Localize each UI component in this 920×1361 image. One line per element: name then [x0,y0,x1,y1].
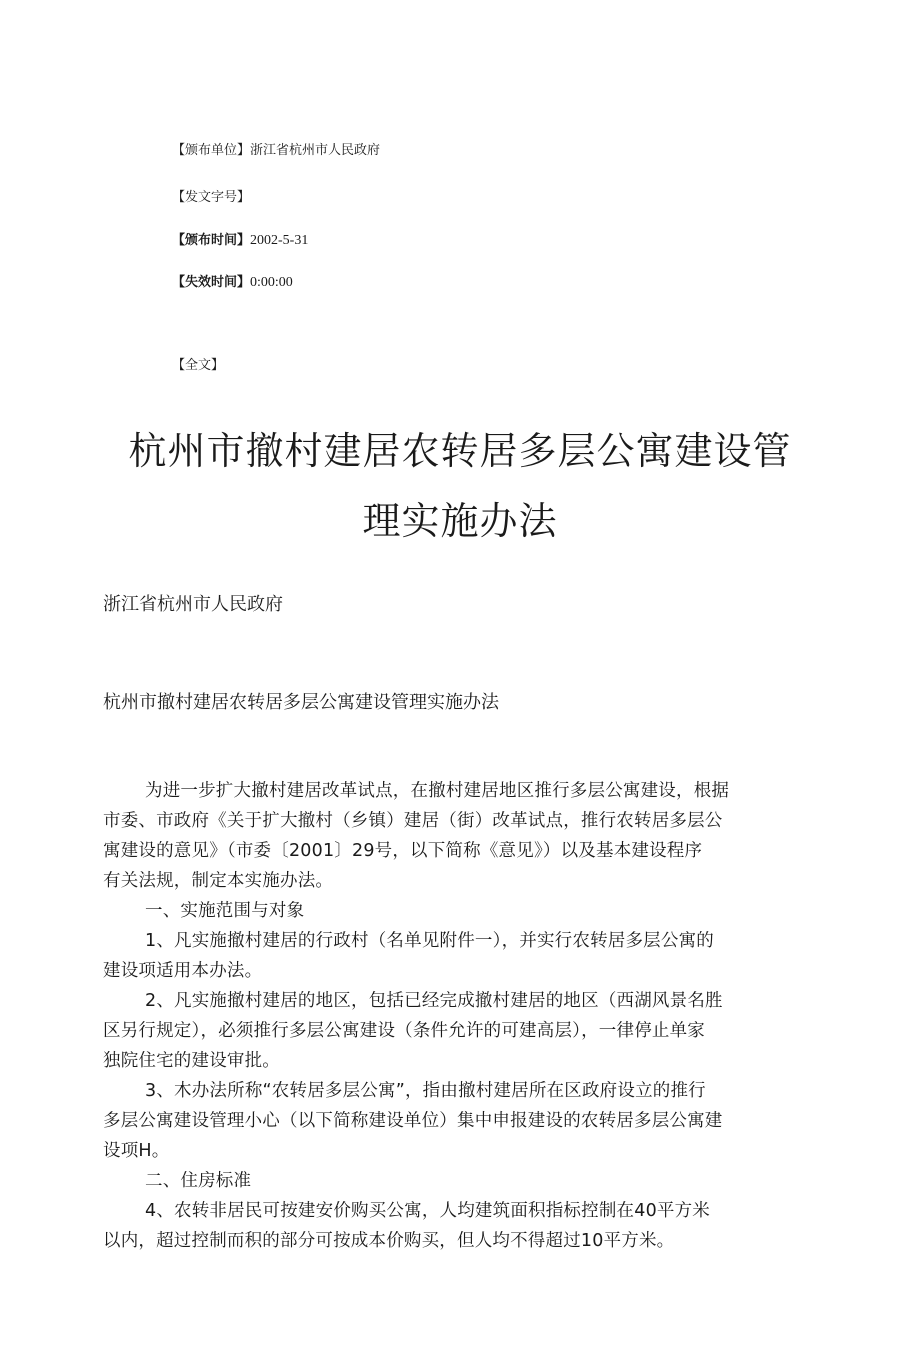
meta-date-label: 【颁布时间】 [172,233,251,248]
meta-issuer-label: 【颁布单位】 [172,143,251,158]
document-title-line1: 杭州市撤村建居农转居多层公寓建设管 [128,429,792,473]
meta-issuer-value: 浙江省杭州市人民政府 [250,143,381,158]
body-line: 以内，超过控制而积的部分可按成本价购买，但人均不得超过10平方米。 [103,1231,675,1251]
body-line: 多层公寓建设管理小心（以下简称建设单位）集中申报建设的农转居多层公寓建 [103,1111,723,1131]
meta-fulltext-label: 【全文】 [172,358,225,373]
meta-docno [172,190,250,206]
document-subtitle: 杭州市撤村建居农转居多层公寓建设管理实施办法 [103,692,499,713]
document-title-line2: 理实施办法 [362,499,558,543]
meta-expire [172,275,293,291]
body-line: 3、木办法所称“农转居多层公寓”，指由撤村建居所在区政府设立的推行 [145,1081,706,1101]
body-line: 有关法规，制定本实施办法。 [103,871,334,891]
body-text [103,776,803,1256]
body-line: 2、凡实施撤村建居的地区，包括已经完成撤村建居的地区（西湖风景名胜 [145,991,723,1011]
body-line: 独院住宅的建设审批。 [103,1051,280,1071]
body-line: 区另行规定），必须推行多层公寓建设（条件允许的可建高层），一律停止单家 [103,1021,705,1041]
section-heading: 一、实施范围与对象 [145,901,305,921]
document-issuer: 浙江省杭州市人民政府 [103,594,283,615]
meta-expire-label: 【失效时间】 [172,275,251,290]
section-heading: 二、住房标准 [145,1171,252,1191]
body-line: 设项H。 [103,1141,170,1161]
meta-date [172,233,308,249]
body-line: 为进一步扩大撤村建居改革试点，在撤村建居地区推行多层公寓建设，根据 [145,781,730,801]
body-line: 寓建设的意见》（市委〔2001〕29号，以下简称《意见》）以及基本建设程序 [103,841,703,861]
meta-issuer [172,143,380,159]
body-line: 市委、市政府《关于扩大撤村（乡镇）建居（街）改革试点，推行农转居多层公 [103,811,723,831]
body-line: 1、凡实施撤村建居的行政村（名单见附件一），并实行农转居多层公寓的 [145,931,714,951]
meta-fulltext [172,358,224,374]
meta-expire-value: 0:00:00 [250,275,293,290]
body-line: 4、农转非居民可按建安价购买公寓，人均建筑面积指标控制在40平方米 [145,1201,710,1221]
meta-date-value: 2002-5-31 [250,233,309,248]
meta-docno-label: 【发文字号】 [172,190,251,205]
body-line: 建设项适用本办法。 [103,961,263,981]
